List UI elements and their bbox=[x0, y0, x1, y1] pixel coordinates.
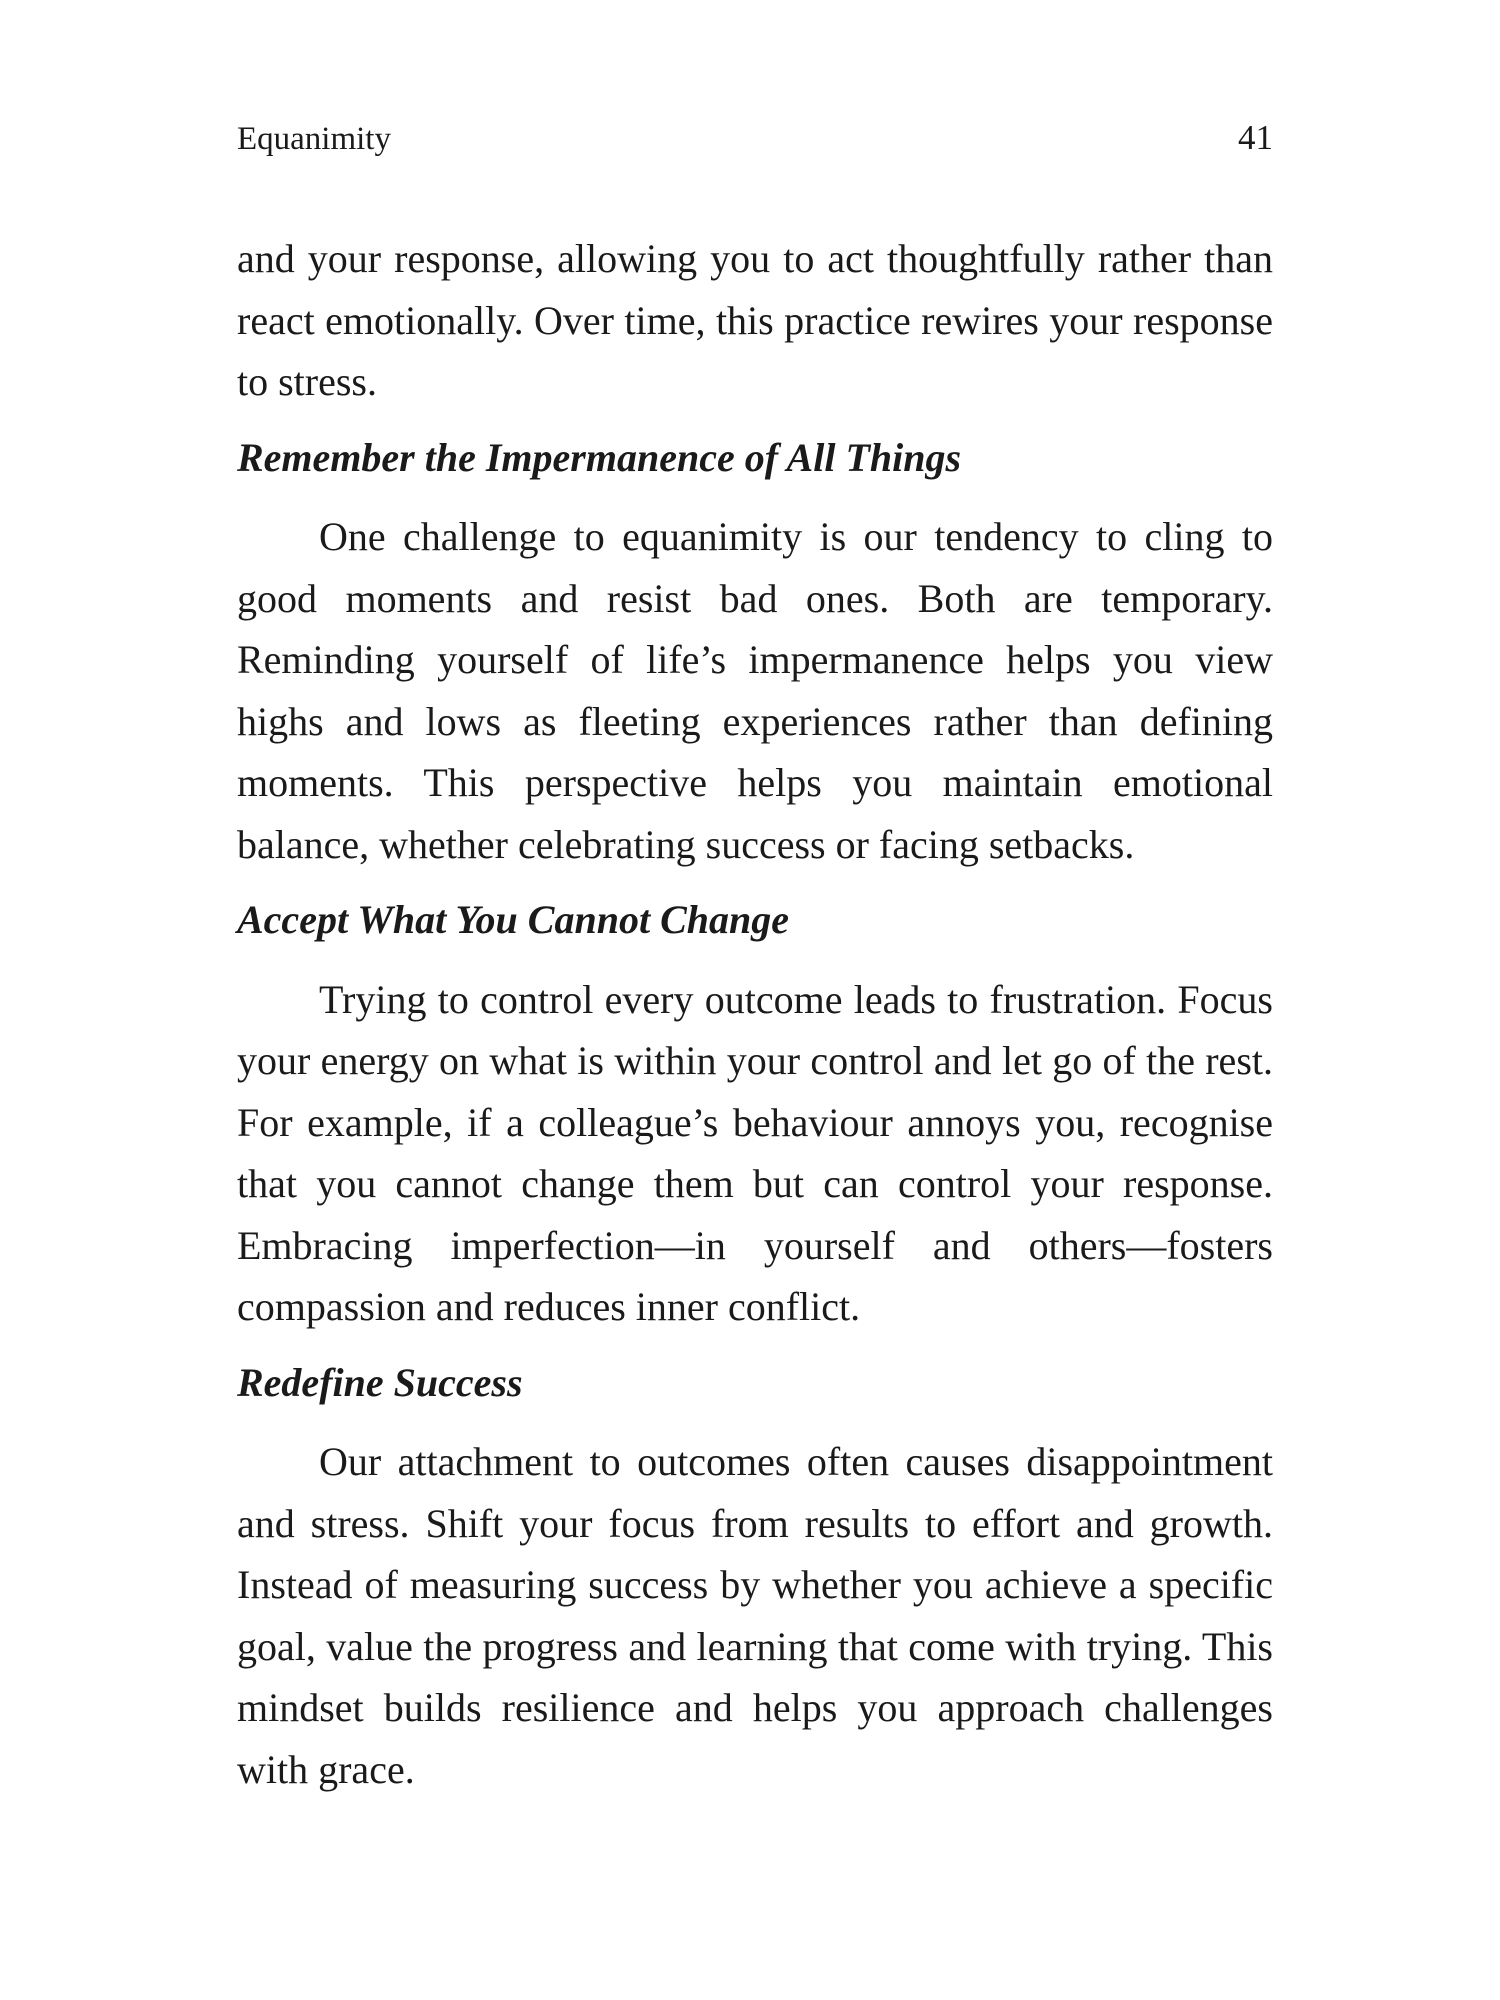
opening-paragraph: and your response, allowing you to act thoughtfully rather than react emotionally. Over time, this practice rewires your response to stress. bbox=[237, 236, 1273, 404]
section-impermanence bbox=[237, 427, 1273, 876]
running-title: Equanimity bbox=[237, 121, 391, 157]
section-redefine-success bbox=[237, 1352, 1273, 1801]
page-number: 41 bbox=[1238, 118, 1273, 157]
section-paragraph: One challenge to equanimity is our tendency to cling to good moments and resist bad ones. Both are temporary. Reminding yourself of life’s impermanence helps you view highs and lows as fleeting experiences rather than defining moments. This perspective helps you maintain emotional balance, whether celebrating success or facing setbacks. bbox=[237, 514, 1273, 867]
section-acceptance bbox=[237, 889, 1273, 1338]
book-page bbox=[237, 118, 1273, 1800]
section-heading: Remember the Impermanence of All Things bbox=[237, 434, 962, 480]
section-paragraph: Our attachment to outcomes often causes disappointment and stress. Shift your focus from results to effort and growth. Instead of measuring success by whether you achieve a specific goal, value the progress and learning that come with trying. This mindset builds resilience and helps you approach challenges with grace. bbox=[237, 1439, 1273, 1792]
section-heading: Redefine Success bbox=[237, 1359, 523, 1405]
running-header bbox=[237, 118, 1273, 178]
section-paragraph: Trying to control every outcome leads to frustration. Focus your energy on what is within your control and let go of the rest. For example, if a colleague’s behaviour annoys you, recognise that you cannot change them but can control your response. Embracing imperfection—in yourself and others—fosters compassion and reduces inner conflict. bbox=[237, 976, 1273, 1329]
section-heading: Accept What You Cannot Change bbox=[237, 897, 789, 942]
